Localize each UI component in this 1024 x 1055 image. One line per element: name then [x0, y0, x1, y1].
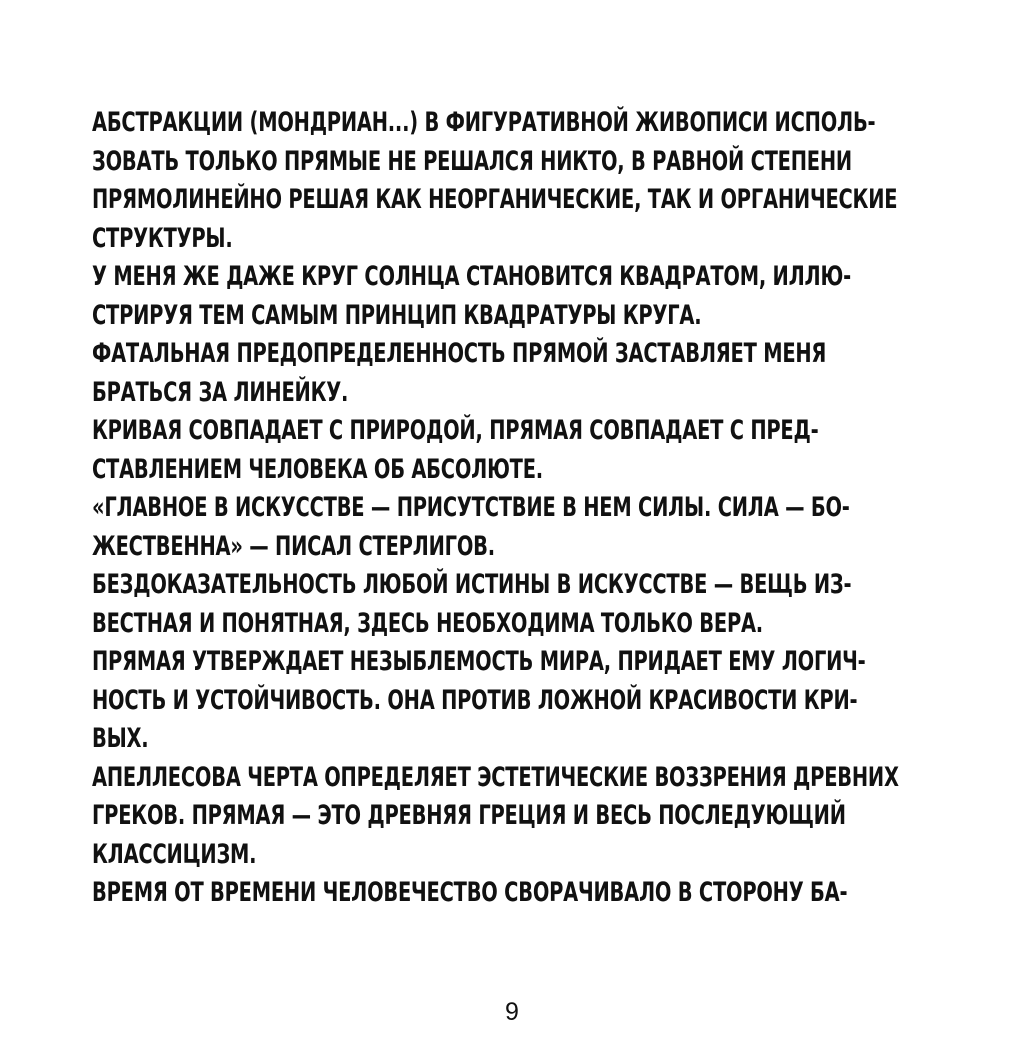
- text-line: СТАВЛЕНИЕМ ЧЕЛОВЕКА ОБ АБСОЛЮТЕ.: [92, 453, 543, 485]
- text-line: АПЕЛЛЕСОВА ЧЕРТА ОПРЕДЕЛЯЕТ ЭСТЕТИЧЕСКИЕ ВОЗЗРЕНИЯ ДРЕВНИХ: [92, 761, 899, 793]
- text-line: ФАТАЛЬНАЯ ПРЕДОПРЕДЕЛЕННОСТЬ ПРЯМОЙ ЗАСТАВЛЯЕТ МЕНЯ: [92, 338, 827, 369]
- text-line: СТРИРУЯ ТЕМ САМЫМ ПРИНЦИП КВАДРАТУРЫ КРУГА.: [92, 299, 702, 331]
- text-line: БРАТЬСЯ ЗА ЛИНЕЙКУ.: [92, 376, 349, 408]
- text-line: СТРУКТУРЫ.: [92, 222, 233, 254]
- text-line: ВЫХ.: [92, 723, 149, 754]
- text-line: КРИВАЯ СОВПАДАЕТ С ПРИРОДОЙ, ПРЯМАЯ СОВПАДАЕТ С ПРЕД-: [92, 415, 819, 446]
- text-line: НОСТЬ И УСТОЙЧИВОСТЬ. ОНА ПРОТИВ ЛОЖНОЙ КРАСИВОСТИ КРИ-: [92, 684, 858, 716]
- text-line: «ГЛАВНОЕ В ИСКУССТВЕ — ПРИСУТСТВИЕ В НЕМ СИЛЫ. СИЛА — БО-: [92, 492, 850, 523]
- text-line: ВРЕМЯ ОТ ВРЕМЕНИ ЧЕЛОВЕЧЕСТВО СВОРАЧИВАЛО В СТОРОНУ БА-: [92, 877, 848, 908]
- text-line: КЛАССИЦИЗМ.: [92, 838, 257, 870]
- text-line: ГРЕКОВ. ПРЯМАЯ — ЭТО ДРЕВНЯЯ ГРЕЦИЯ И ВЕСЬ ПОСЛЕДУЮЩИЙ: [92, 800, 846, 831]
- text-line: ВЕСТНАЯ И ПОНЯТНАЯ, ЗДЕСЬ НЕОБХОДИМА ТОЛЬКО ВЕРА.: [92, 607, 763, 639]
- text-line: ЗОВАТЬ ТОЛЬКО ПРЯМЫЕ НЕ РЕШАЛСЯ НИКТО, В РАВНОЙ СТЕПЕНИ: [92, 145, 852, 177]
- text-line: ПРЯМОЛИНЕЙНО РЕШАЯ КАК НЕОРГАНИЧЕСКИЕ, ТАК И ОРГАНИЧЕСКИЕ: [92, 184, 898, 215]
- text-line: ЖЕСТВЕННА» — ПИСАЛ СТЕРЛИГОВ.: [92, 530, 495, 562]
- text-line: У МЕНЯ ЖЕ ДАЖЕ КРУГ СОЛНЦА СТАНОВИТСЯ КВАДРАТОМ, ИЛЛЮ-: [92, 261, 851, 292]
- text-line: АБСТРАКЦИИ (МОНДРИАН...) В ФИГУРАТИВНОЙ ЖИВОПИСИ ИСПОЛЬ-: [92, 107, 876, 138]
- text-line: ПРЯМАЯ УТВЕРЖДАЕТ НЕЗЫБЛЕМОСТЬ МИРА, ПРИДАЕТ ЕМУ ЛОГИЧ-: [92, 646, 866, 677]
- text-line: БЕЗДОКАЗАТЕЛЬНОСТЬ ЛЮБОЙ ИСТИНЫ В ИСКУССТВЕ — ВЕЩЬ ИЗ-: [92, 569, 852, 600]
- body-text: [92, 104, 934, 913]
- page-number: 9: [505, 998, 519, 1026]
